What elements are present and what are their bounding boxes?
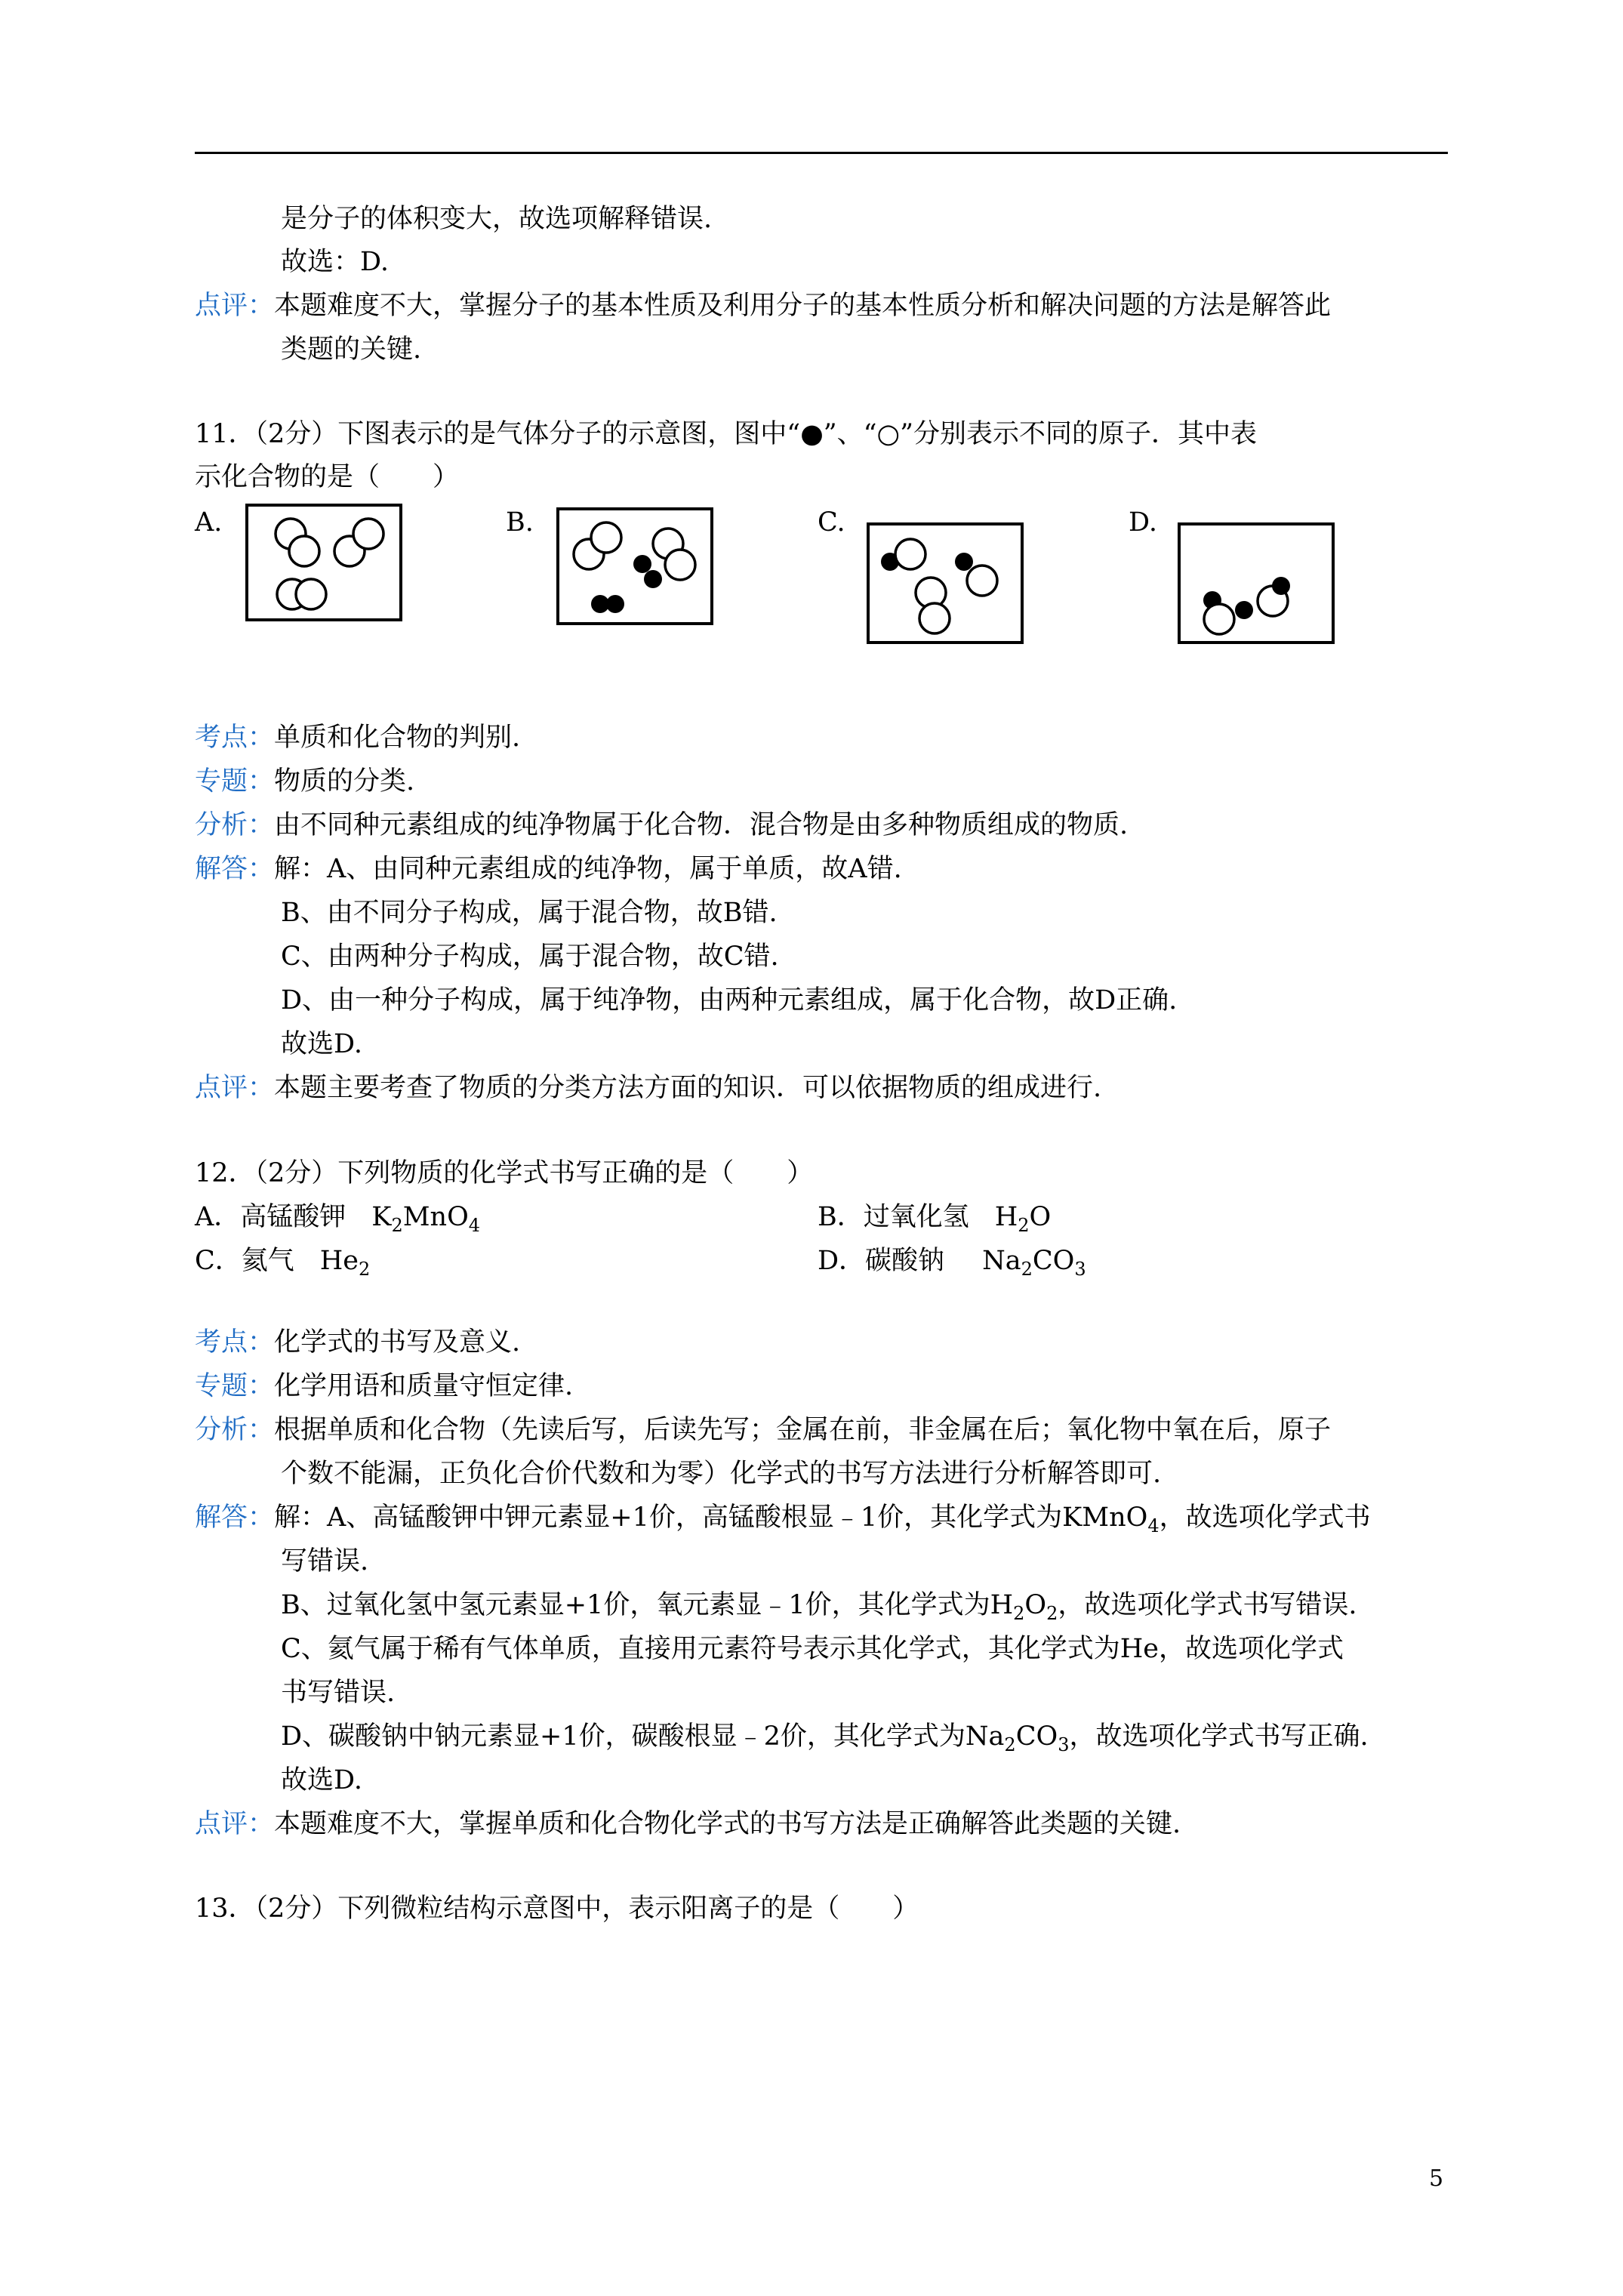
q11-fenxi [195,809,1128,842]
q12-jieda: 解答：解：A、高锰酸钾中钾元素显+1价，高锰酸根显﹣1价，其化学式为KMnO$_4$，故选项化学式书 [195,1502,1371,1536]
fenxi-text-2: 个数不能漏，正负化合价代数和为零）化学式的书写方法进行分析解答即可. [281,1459,1162,1489]
fenxi-text: 由不同种元素组成的纯净物属于化合物．混合物是由多种物质组成的物质. [274,810,1129,840]
q12-d-name: D．碳酸钠 [818,1246,945,1276]
jieda-c-1: C、氦气属于稀有气体单质，直接用元素符号表示其化学式，其化学式为He，故选项化学式 [281,1634,1344,1664]
fenxi-label: 分析： [195,810,275,840]
dianping-label: 点评： [195,1809,275,1839]
q12-kaodian [195,1326,520,1359]
header-rule [195,152,1448,154]
q11-diagram-d [1178,522,1336,646]
q12-dianping [195,1808,1181,1841]
q11-dianping [195,1071,1101,1105]
zhuanti-text: 物质的分类. [274,766,415,797]
q11-jieda [195,852,902,886]
jieda-a-2: 写错误. [281,1546,369,1576]
q11-option-d-label: D. [1129,507,1157,538]
comment-text-1: 本题难度不大，掌握分子的基本性质及利用分子的基本性质分析和解决问题的方法是解答此 [274,291,1332,321]
q12-zhuanti [195,1370,573,1403]
q12-stem: 12．（2分）下列物质的化学式书写正确的是（ ） [195,1158,814,1188]
q12-fenxi [195,1413,1331,1447]
q11-diagram-b [556,507,715,627]
jieda-line-4: D、由一种分子构成，属于纯净物，由两种元素组成，属于化合物，故D正确. [281,985,1178,1015]
q12-option-a: A．高锰酸钾 $K_2MnO_4$ [195,1202,481,1236]
jieda-line-2: B、由不同分子构成，属于混合物，故B错. [281,898,778,928]
q11-zhuanti [195,765,414,798]
q11-diagram-a [245,504,404,623]
q11-diagram-c [867,522,1025,646]
fenxi-label: 分析： [195,1415,275,1445]
q11-stem-1: 11．（2分）下图表示的是气体分子的示意图，图中“●”、“○”分别表示不同的原子．其中表 [195,419,1257,449]
top-line-1: 是分子的体积变大，故选项解释错误. [281,204,713,234]
q12-b-name: B．过氧化氢 [818,1202,969,1232]
q11-kaodian [195,721,520,754]
jieda-line-3: C、由两种分子构成，属于混合物，故C错. [281,942,779,972]
zhuanti-label: 专题： [195,1371,275,1401]
q13-stem: 13．（2分）下列微粒结构示意图中，表示阳离子的是（ ） [195,1894,919,1924]
top-line-2: 故选：D. [281,247,389,277]
jieda-line-5: 故选D. [281,1029,362,1059]
kaodian-text: 单质和化合物的判别. [274,723,521,753]
fenxi-text-1: 根据单质和化合物（先读后写，后读先写；金属在前，非金属在后；氧化物中氧在后，原子 [274,1415,1332,1445]
kaodian-text: 化学式的书写及意义. [274,1327,521,1358]
jieda-c-2: 书写错误. [281,1678,396,1708]
jieda-b-1: B、过氧化氢中氢元素显+1价，氧元素显﹣1价，其化学式为$H_2O_2$，故选项化学式书写错误. [281,1590,1357,1624]
page-number: 5 [1429,2165,1444,2192]
kaodian-label: 考点： [195,723,275,753]
jieda-d-1: D、碳酸钠中钠元素显+1价，碳酸根显﹣2价，其化学式为$Na_2CO_3$，故选项化学式书写正确. [281,1721,1369,1755]
q12-option-d: D．碳酸钠 $Na_2CO_3$ [818,1246,1086,1280]
q12-option-c: C．氦气 $He_2$ [195,1246,371,1280]
dianping-text: 本题难度不大，掌握单质和化合物化学式的书写方法是正确解答此类题的关键. [274,1809,1181,1839]
zhuanti-text: 化学用语和质量守恒定律. [274,1371,574,1401]
dianping-label: 点评： [195,1073,275,1103]
q12-c-name: C．氦气 [195,1246,294,1276]
jieda-label: 解答： [195,854,275,884]
top-comment-2: 类题的关键. [281,334,422,365]
q11-option-a-label: A. [195,507,223,538]
kaodian-label: 考点： [195,1327,275,1358]
q11-option-b-label: B. [506,507,534,538]
q12-a-name: A．高锰酸钾 [195,1202,346,1232]
jieda-label: 解答： [195,1502,275,1533]
top-comment [195,289,1331,322]
jieda-d-2: 故选D. [281,1765,362,1795]
q11-option-c-label: C. [818,507,845,538]
zhuanti-label: 专题： [195,766,275,797]
dianping-text: 本题主要考查了物质的分类方法方面的知识．可以依据物质的组成进行. [274,1073,1102,1103]
jieda-line-1: 解：A、由同种元素组成的纯净物，属于单质，故A错. [274,854,902,884]
q12-option-b: B．过氧化氢 $H_2O$ [818,1202,1052,1236]
comment-label: 点评： [195,291,275,321]
q11-stem-2: 示化合物的是（ ） [195,462,460,492]
